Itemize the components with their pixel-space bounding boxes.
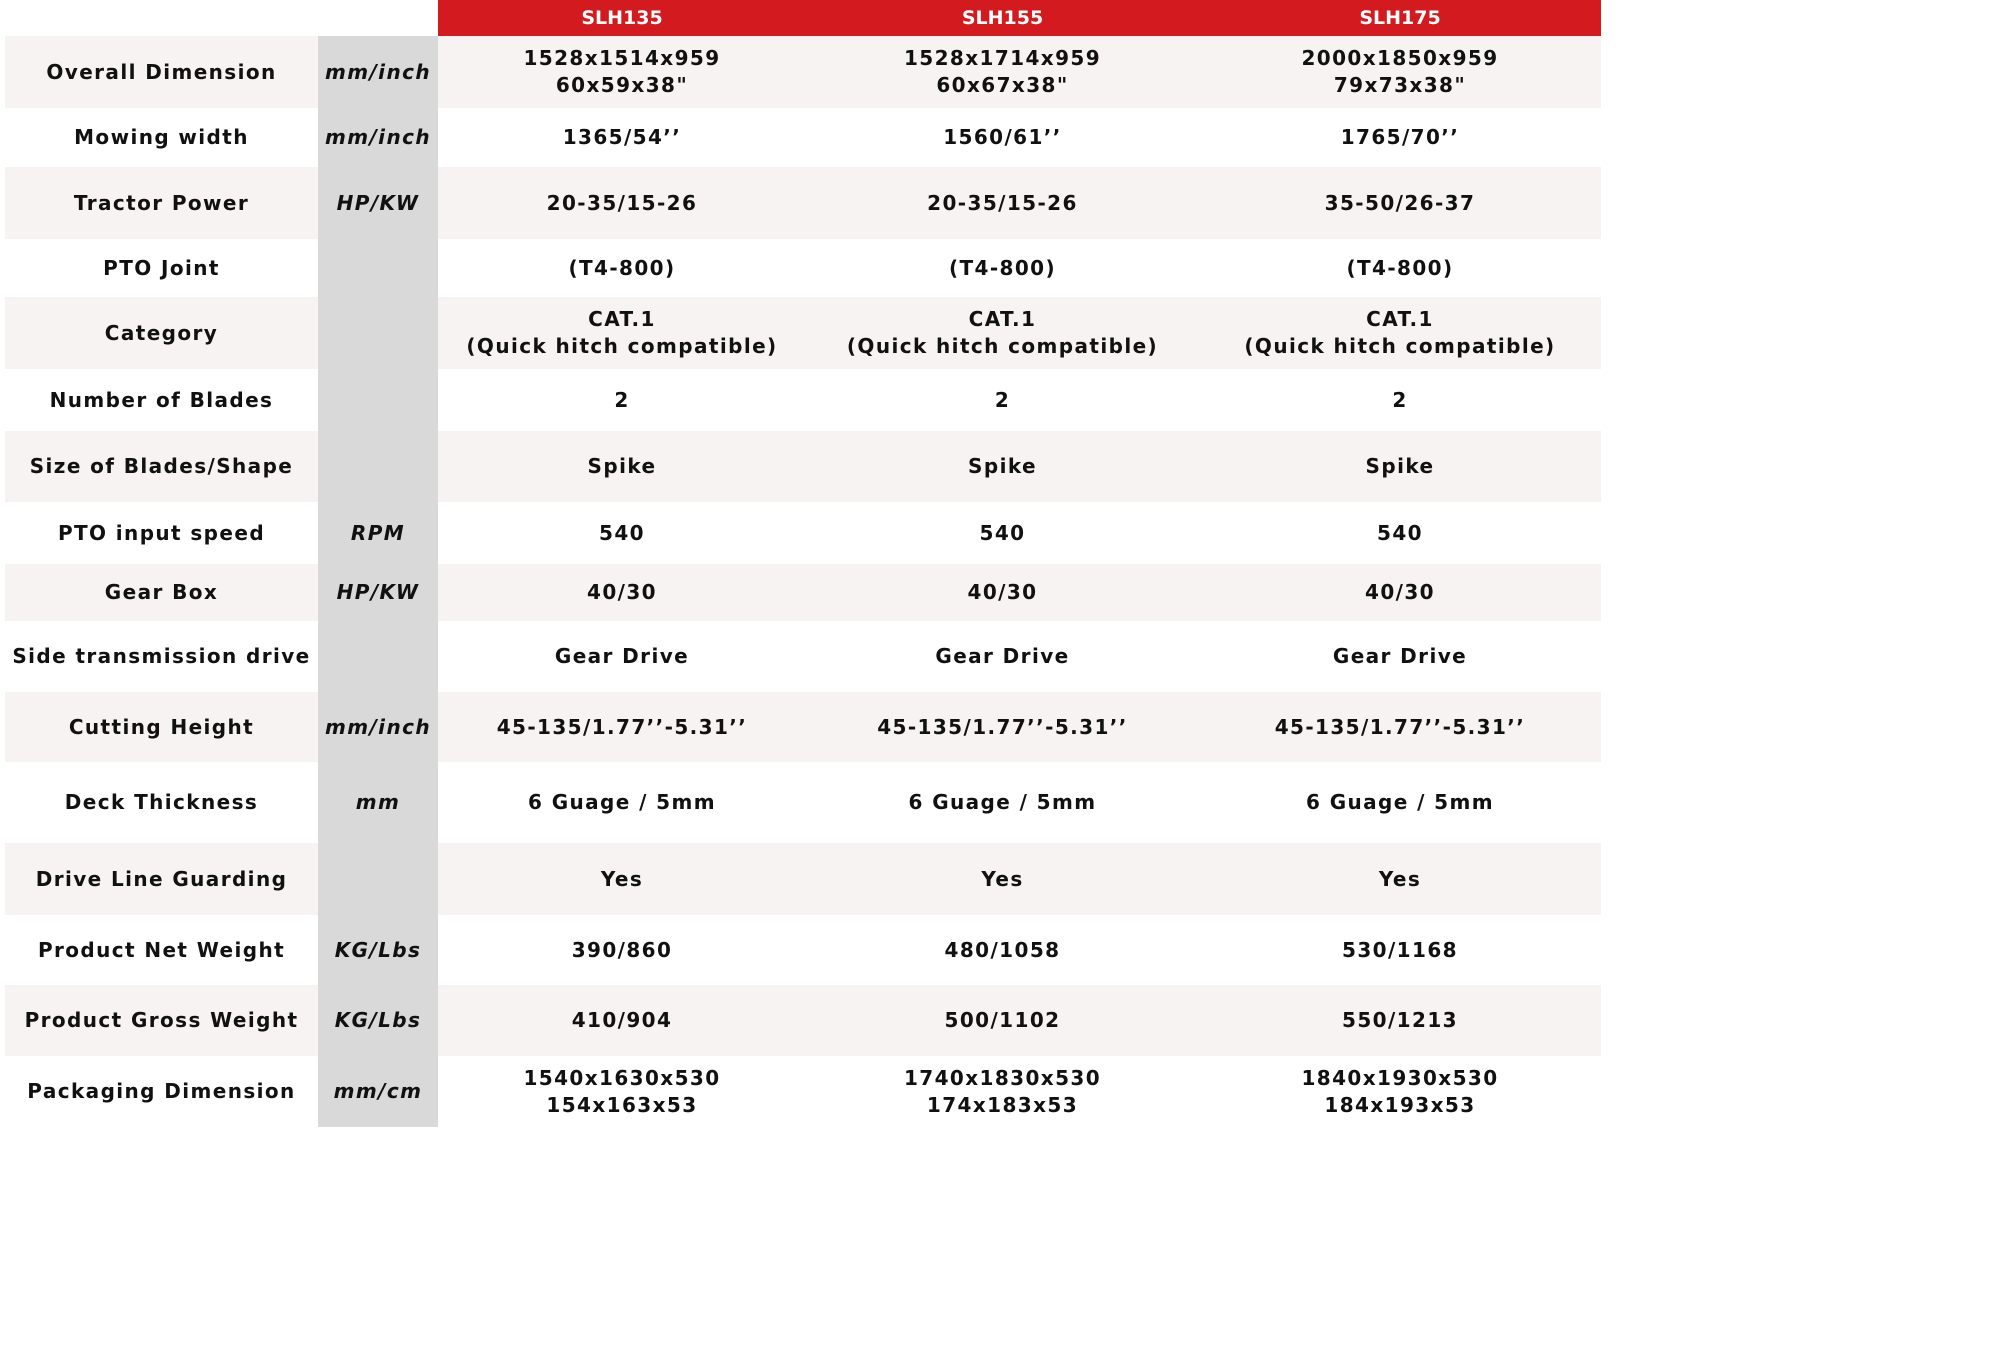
table-row (5, 239, 1601, 297)
spec-value-line: 2 (994, 387, 1011, 412)
spec-label: Deck Thickness (64, 790, 259, 814)
spec-value-slh135 (438, 108, 806, 167)
spec-label: Number of Blades (49, 387, 274, 412)
spec-value-line: (T4-800) (1346, 255, 1454, 280)
table-row (5, 762, 1601, 843)
spec-value-slh175 (1199, 431, 1601, 502)
spec-value-line: 540 (979, 520, 1026, 545)
spec-value-slh155 (806, 297, 1199, 369)
spec-value-line: 1528x1514x959 (523, 46, 721, 70)
spec-value-slh155 (806, 369, 1199, 431)
spec-value-line: 480/1058 (944, 937, 1061, 962)
spec-value-slh155 (806, 36, 1199, 108)
spec-value-slh155 (806, 239, 1199, 297)
spec-value-slh155 (806, 985, 1199, 1056)
table-body (5, 36, 1601, 1127)
spec-value-line: 2000x1850x959 (1301, 46, 1499, 70)
spec-label: Side transmission drive (12, 644, 311, 668)
spec-value-line: Yes (600, 866, 644, 891)
spec-value-line: Gear Drive (1332, 644, 1468, 668)
spec-label: Category (104, 320, 219, 345)
table-row (5, 621, 1601, 692)
spec-value-line: 45-135/1.77’’-5.31’’ (1274, 714, 1526, 739)
spec-value-line: 1740x1830x530 (903, 1065, 1102, 1090)
spec-unit: HP/KW (318, 564, 438, 621)
spec-value-slh155 (806, 502, 1199, 564)
spec-label: PTO Joint (103, 255, 220, 280)
spec-value-line: 1365/54’’ (562, 125, 682, 149)
spec-value-line: 1560/61’’ (943, 125, 1062, 149)
spec-value-line: Yes (981, 866, 1024, 891)
spec-value-slh175 (1199, 297, 1601, 369)
spec-value-slh175 (1199, 36, 1601, 108)
spec-label: Drive Line Guarding (35, 866, 288, 891)
spec-label: Mowing width (74, 125, 249, 149)
spec-value-slh155 (806, 564, 1199, 621)
spec-value-line: 60x59x38" (555, 73, 689, 97)
spec-value-slh175 (1199, 1056, 1601, 1127)
spec-value-line: Spike (587, 454, 657, 478)
spec-value-line: 2 (1392, 387, 1408, 412)
table-row (5, 843, 1601, 915)
table-row (5, 985, 1601, 1056)
spec-value-line: (T4-800) (568, 255, 676, 280)
spec-label: Product Gross Weight (24, 1008, 299, 1032)
spec-value-line: 1540x1630x530 (523, 1065, 721, 1090)
spec-unit: mm/inch (318, 36, 438, 108)
spec-unit (318, 621, 438, 692)
spec-value-slh135 (438, 1056, 806, 1127)
spec-value-slh175 (1199, 621, 1601, 692)
spec-value-slh175 (1199, 915, 1601, 985)
spec-value-line: 79x73x38" (1333, 73, 1467, 97)
spec-value-slh155 (806, 431, 1199, 502)
spec-value-slh155 (806, 762, 1199, 843)
spec-value-slh135 (438, 762, 806, 843)
spec-value-slh135 (438, 692, 806, 762)
table-row (5, 692, 1601, 762)
spec-value-slh135 (438, 431, 806, 502)
spec-value-line: 20-35/15-26 (927, 190, 1078, 215)
spec-value-slh135 (438, 621, 806, 692)
spec-unit: mm/inch (318, 692, 438, 762)
spec-value-line: 390/860 (571, 937, 673, 962)
spec-value-slh175 (1199, 843, 1601, 915)
spec-value-slh135 (438, 985, 806, 1056)
table-row (5, 36, 1601, 108)
spec-value-line: Yes (1378, 866, 1422, 891)
spec-value-line: 20-35/15-26 (546, 190, 698, 215)
spec-unit: mm/inch (318, 108, 438, 167)
spec-value-line: 540 (599, 520, 645, 545)
spec-value-slh155 (806, 621, 1199, 692)
spec-unit (318, 239, 438, 297)
spec-value-line: 500/1102 (944, 1008, 1061, 1032)
spec-value-slh135 (438, 502, 806, 564)
spec-value-line: CAT.1 (968, 307, 1037, 331)
spec-value-line: 1765/70’’ (1340, 125, 1460, 149)
spec-value-slh155 (806, 843, 1199, 915)
spec-value-line: 6 Guage / 5mm (1306, 790, 1494, 814)
spec-value-slh175 (1199, 762, 1601, 843)
spec-value-line: CAT.1 (588, 307, 656, 331)
table-row (5, 369, 1601, 431)
model-header-slh155: SLH155 (806, 0, 1199, 36)
spec-value-line: 60x67x38" (936, 73, 1069, 97)
spec-unit: RPM (318, 502, 438, 564)
spec-value-line: (Quick hitch compatible) (846, 334, 1159, 358)
spec-value-slh135 (438, 167, 806, 239)
spec-value-line: 1840x1930x530 (1301, 1065, 1499, 1090)
spec-value-line: Spike (1365, 454, 1435, 478)
spec-label: Tractor Power (73, 190, 250, 215)
spec-value-slh175 (1199, 502, 1601, 564)
spec-value-slh135 (438, 36, 806, 108)
spec-value-slh175 (1199, 985, 1601, 1056)
table-row (5, 297, 1601, 369)
spec-value-line: 540 (1377, 520, 1423, 545)
spec-value-slh135 (438, 915, 806, 985)
spec-unit: KG/Lbs (318, 915, 438, 985)
spec-value-slh175 (1199, 167, 1601, 239)
spec-label: Cutting Height (68, 714, 255, 739)
table-row (5, 167, 1601, 239)
spec-value-slh155 (806, 108, 1199, 167)
spec-value-line: 40/30 (967, 580, 1038, 604)
model-header-slh175: SLH175 (1199, 0, 1601, 36)
spec-unit (318, 369, 438, 431)
spec-value-line: 184x193x53 (1324, 1092, 1476, 1117)
spec-value-slh175 (1199, 239, 1601, 297)
table-row (5, 915, 1601, 985)
spec-value-line: (T4-800) (948, 255, 1057, 280)
spec-value-line: 35-50/26-37 (1324, 190, 1476, 215)
spec-unit: mm/cm (318, 1056, 438, 1127)
model-header-slh135: SLH135 (438, 0, 806, 36)
spec-value-line: 6 Guage / 5mm (528, 790, 716, 814)
table-row (5, 431, 1601, 502)
spec-table (5, 0, 1601, 1127)
spec-value-slh135 (438, 564, 806, 621)
spec-value-slh175 (1199, 108, 1601, 167)
spec-value-line: Spike (968, 454, 1037, 478)
spec-value-slh175 (1199, 564, 1601, 621)
spec-value-line: 410/904 (571, 1008, 673, 1032)
spec-label: Size of Blades/Shape (29, 454, 294, 478)
spec-value-line: 174x183x53 (926, 1092, 1079, 1117)
spec-label: Packaging Dimension (27, 1079, 296, 1103)
spec-value-line: Gear Drive (935, 644, 1070, 668)
spec-value-line: (Quick hitch compatible) (1244, 334, 1556, 358)
spec-value-line: 40/30 (1365, 580, 1435, 604)
spec-label: PTO input speed (57, 520, 266, 545)
spec-value-slh135 (438, 297, 806, 369)
spec-value-line: 1528x1714x959 (903, 46, 1102, 70)
spec-value-line: 530/1168 (1342, 937, 1458, 962)
spec-value-slh155 (806, 692, 1199, 762)
table-row (5, 108, 1601, 167)
spec-value-line: CAT.1 (1366, 307, 1434, 331)
spec-value-slh155 (806, 167, 1199, 239)
spec-value-slh175 (1199, 369, 1601, 431)
spec-label: Product Net Weight (37, 937, 286, 962)
spec-unit: KG/Lbs (318, 985, 438, 1056)
spec-value-slh135 (438, 369, 806, 431)
table-row (5, 502, 1601, 564)
table-header (5, 0, 1601, 36)
spec-value-slh135 (438, 843, 806, 915)
spec-value-line: (Quick hitch compatible) (466, 334, 778, 358)
spec-value-line: 6 Guage / 5mm (908, 790, 1097, 814)
spec-value-line: 2 (614, 387, 630, 412)
spec-unit: HP/KW (318, 167, 438, 239)
spec-unit (318, 297, 438, 369)
spec-value-line: 45-135/1.77’’-5.31’’ (496, 714, 748, 739)
spec-value-slh135 (438, 239, 806, 297)
spec-label: Gear Box (104, 580, 219, 604)
spec-unit: mm (318, 762, 438, 843)
spec-value-line: 154x163x53 (546, 1092, 698, 1117)
spec-value-slh155 (806, 915, 1199, 985)
spec-value-line: 550/1213 (1342, 1008, 1458, 1032)
spec-value-line: 45-135/1.77’’-5.31’’ (877, 714, 1128, 739)
spec-value-slh175 (1199, 692, 1601, 762)
spec-unit (318, 843, 438, 915)
spec-value-line: 40/30 (587, 580, 657, 604)
spec-value-slh155 (806, 1056, 1199, 1127)
table-row (5, 1056, 1601, 1127)
spec-value-line: Gear Drive (554, 644, 690, 668)
spec-label: Overall Dimension (46, 59, 277, 84)
table-row (5, 564, 1601, 621)
spec-unit (318, 431, 438, 502)
